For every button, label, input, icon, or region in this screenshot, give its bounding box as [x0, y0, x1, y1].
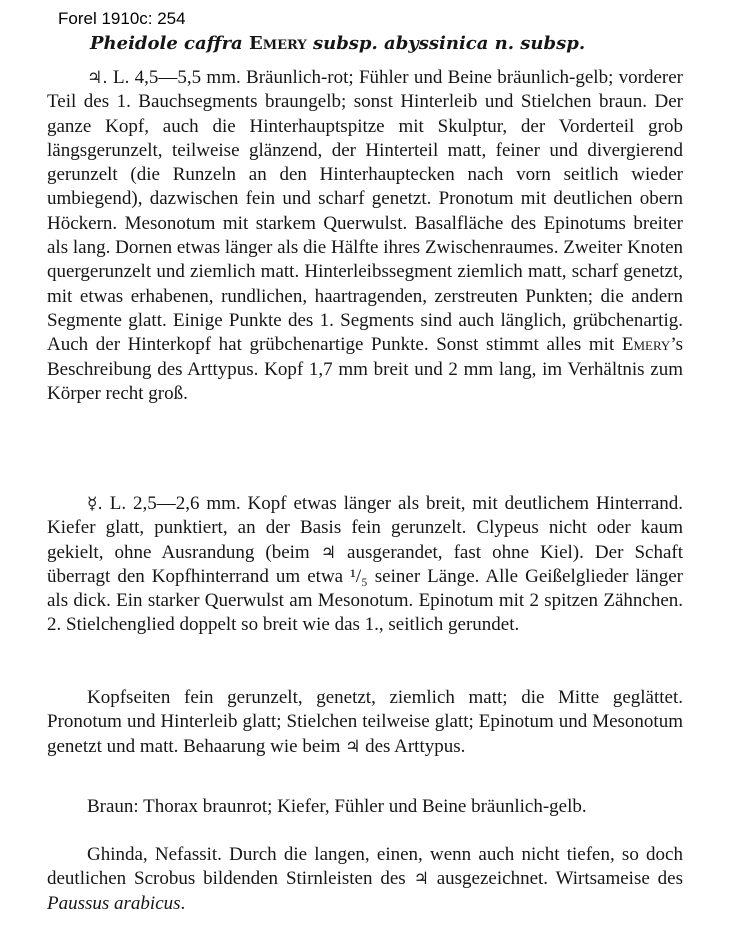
major-symbol: ♃.: [87, 68, 108, 88]
fraction: ¹/₅: [350, 565, 368, 587]
taxon-name: Pheidole caffra: [90, 33, 243, 54]
taxon-author: Emery: [249, 33, 307, 54]
locality-text-a: Ghinda, Nefassit. Durch die langen, einen, wenn auch nicht tiefen, so doch deutlichen Scrobus bildenden Stirnleisten des: [47, 844, 683, 890]
paragraph-worker: [47, 492, 683, 638]
major-text-a: L. 4,5—5,5 mm. Bräunlich-rot; Fühler und Beine bräunlich-gelb; vorderer Teil des 1. Bauchsegments braungelb; sonst Hinterleib und Stielchen braun. Der ganze Kopf, auch die Hinterhauptspitze mit Skulptur, der Vorderteil grob längsgerunzelt, teilweise glänzend, der Hinterteil matt, feiner und divergierend gerunzelt (die Runzeln an den Hinterhauptecken nach vorn seitlich wieder umbiegend), dazwischen fein und scharf genetzt. Pronotum mit deutlichen obern Höckern. Mesonotum mit starkem Querwulst. Basalfläche des Epinotums breiter als lang. Dornen etwas länger als die Hälfte ihres Zwischenraumes. Zweiter Knoten quergerunzelt und ziemlich matt. Hinterleibssegment ziemlich matt, scharf genetzt, mit etwas erhabenen, rundlichen, haartragenden, zerstreuten Punkten; die andern Segmente glatt. Einige Punkte des 1. Segments sind auch länglich, grübchenartig. Auch der Hinterkopf hat grübchenartige Punkte. Sonst stimmt alles mit: [47, 67, 683, 356]
major-symbol-inline: ♃: [320, 542, 336, 563]
color-text: Braun: Thorax braunrot; Kiefer, Fühler und Beine bräunlich-gelb.: [87, 796, 587, 817]
paragraph-major-worker: [47, 66, 683, 406]
citation-reference: Forel 1910c: 254: [58, 9, 186, 28]
major-symbol-inline: ♃: [413, 869, 429, 890]
sculpture-text-a: Kopfseiten fein gerunzelt, genetzt, ziemlich matt; die Mitte geglättet. Pronotum und Hinterleib glatt; Stielchen teilweise glatt; Epinotum und Mesonotum genetzt und matt. Behaarung wie beim: [47, 687, 683, 757]
taxon-title: [90, 33, 729, 54]
worker-text-c: seiner Länge. Alle Geißelglieder länger als dick. Ein starker Querwulst am Mesonotum. Epinotum mit 2 spitzen Zähnchen. 2. Stielchenglied doppelt so breit wie das 1., seitlich gerundet.: [47, 565, 683, 636]
locality-text-c: .: [180, 892, 186, 914]
host-species: Paussus arabicus: [47, 892, 181, 914]
paragraph-color: [47, 795, 683, 819]
major-symbol-inline: ♃: [345, 736, 361, 757]
taxon-subspecies: subsp. abyssinica n. subsp.: [312, 33, 586, 54]
major-text-b: ’s Beschreibung des Arttypus. Kopf 1,7 mm breit und 2 mm lang, im Verhältnis zum Körper recht groß.: [47, 334, 683, 404]
worker-text-a: L. 2,5—2,6 mm. Kopf etwas länger als breit, mit deutlichem Hinterrand. Kiefer glatt, punktiert, an der Basis fein gerunzelt. Clypeus nicht oder kaum gekielt, ohne Ausrandung (beim: [47, 493, 683, 563]
author-emery: Emery: [621, 334, 671, 356]
worker-text-b: ausgerandet, fast ohne Kiel). Der Schaft überragt den Kopfhinterrand um etwa: [47, 541, 683, 587]
worker-symbol: ☿.: [87, 494, 103, 514]
paragraph-locality: [47, 843, 683, 916]
paragraph-sculpture: [47, 686, 683, 759]
locality-text-b: ausgezeichnet. Wirtsameise des: [428, 868, 683, 890]
sculpture-text-b: des Arttypus.: [360, 735, 466, 757]
